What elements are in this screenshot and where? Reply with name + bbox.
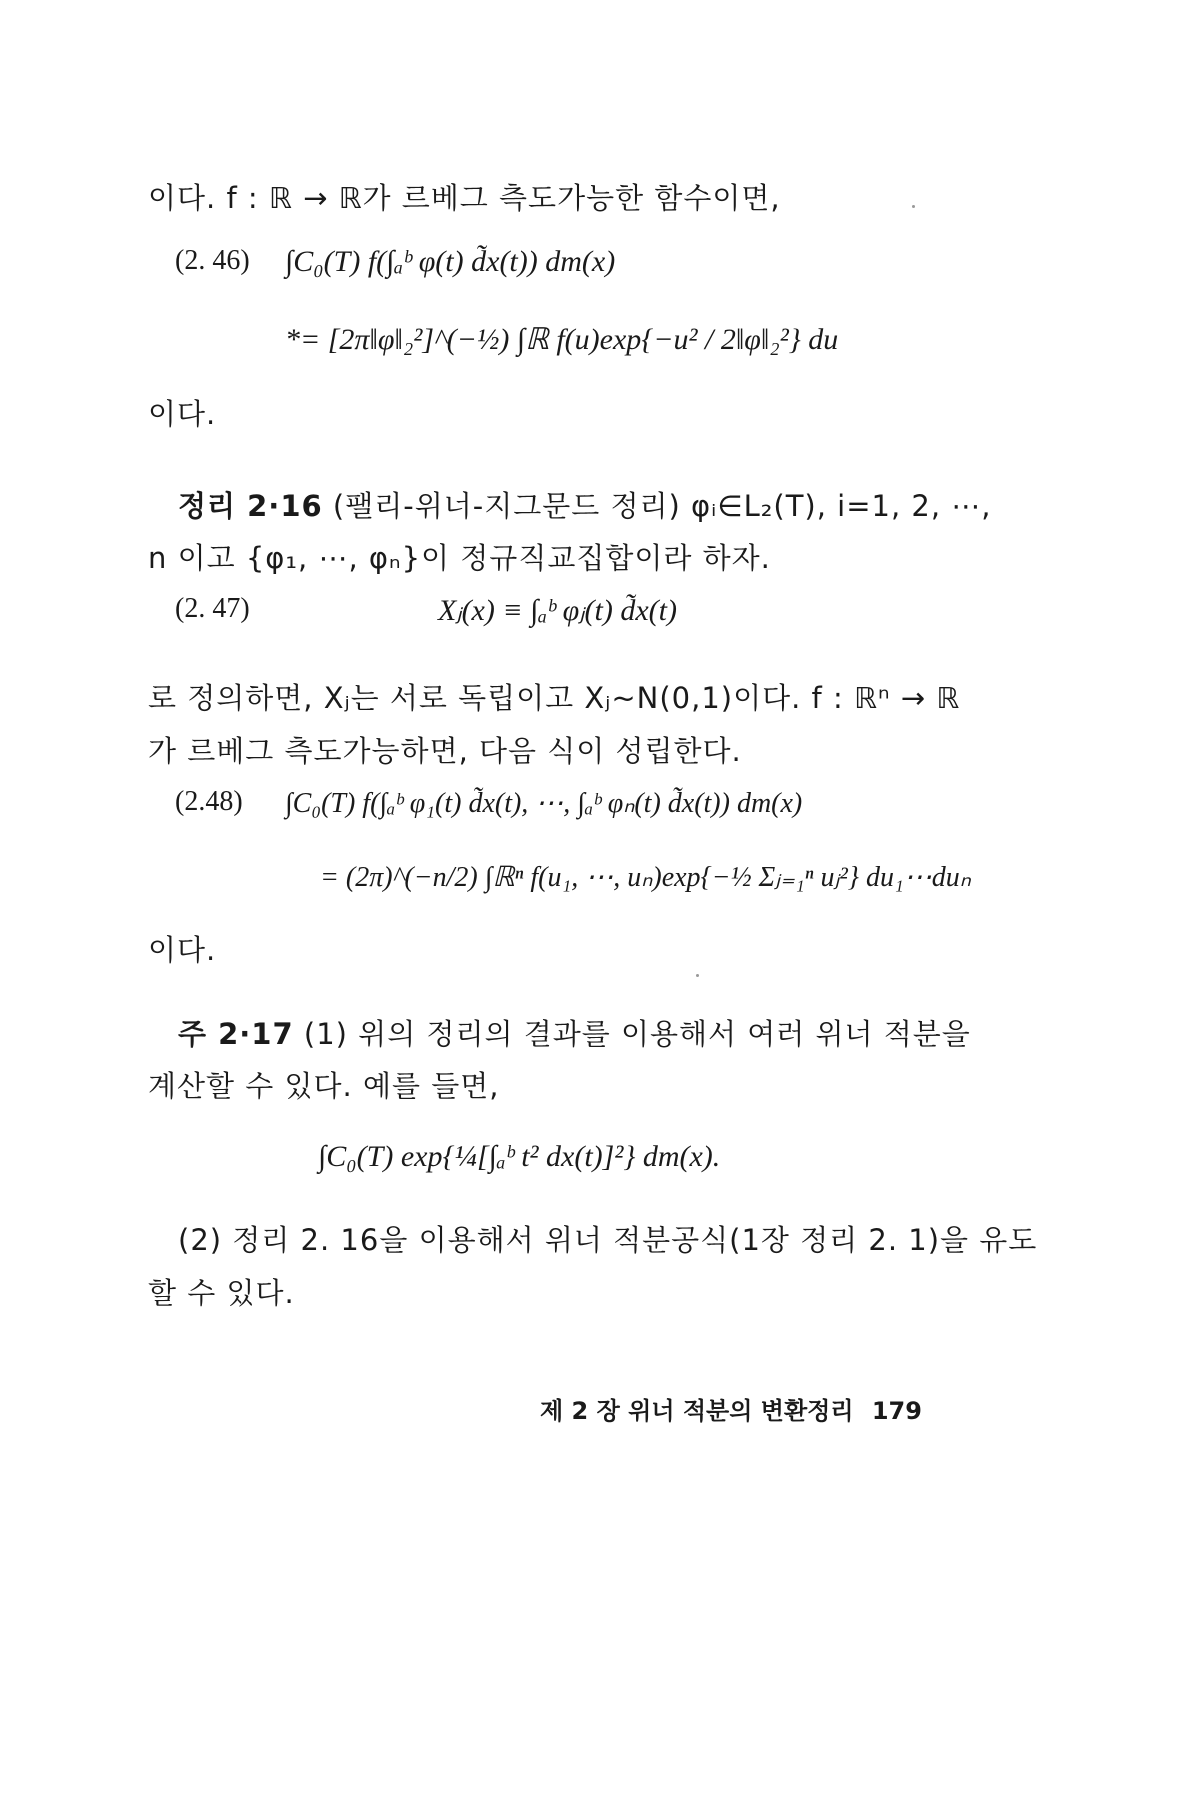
theorem-2-16-label: 정리 2·16	[178, 489, 323, 523]
theorem-2-16-line-1	[178, 484, 992, 525]
equation-number-2-48: (2.48)	[175, 786, 243, 817]
remark-2-17-line-2: 계산할 수 있다. 예를 들면,	[148, 1069, 500, 1103]
theorem-2-16-line-2: n 이고 {φ₁, ⋯, φₙ}이 정규직교집합이라 하자.	[148, 541, 771, 575]
footer-chapter: 제 2 장 위너 적분의 변환정리	[540, 1397, 854, 1425]
footer	[540, 1391, 922, 1426]
paragraph-1: 이다. f : ℝ → ℝ가 르베그 측도가능한 함수이면,	[148, 181, 781, 215]
speck	[696, 974, 699, 977]
remark-2-17-line-3: (2) 정리 2. 16을 이용해서 위너 적분공식(1장 정리 2. 1)을 유도	[178, 1223, 1038, 1257]
remark-2-17-label: 주 2·17	[178, 1017, 294, 1051]
equation-2-46-line-2: *= [2π‖φ‖₂²]^(−½) ∫ℝ f(u)exp{−u² / 2‖φ‖₂²} du	[285, 323, 839, 356]
paragraph-3-line-2: 가 르베그 측도가능하면, 다음 식이 성립한다.	[148, 734, 742, 768]
equation-2-47: Xⱼ(x) ≡ ∫ₐᵇ φⱼ(t) d̃x(t)	[438, 594, 677, 627]
equation-2-48-line-2: = (2π)^(−n/2) ∫ℝⁿ f(u₁, ⋯, uₙ)exp{−½ Σⱼ₌₁ⁿ uⱼ²} du₁⋯duₙ	[320, 862, 971, 893]
equation-2-46-line-1: ∫C₀(T) f(∫ₐᵇ φ(t) d̃x(t)) dm(x)	[285, 245, 616, 278]
remark-2-17-line-4: 할 수 있다.	[148, 1276, 295, 1310]
paragraph-4: 이다.	[148, 933, 217, 967]
page-number: 179	[871, 1397, 922, 1425]
equation-number-2-46: (2. 46)	[175, 245, 250, 276]
theorem-2-16-text-1: (팰리-위너-지그문드 정리) φᵢ∈L₂(T), i=1, 2, ⋯,	[322, 489, 992, 523]
speck	[912, 205, 915, 208]
equation-number-2-47: (2. 47)	[175, 593, 250, 624]
paragraph-2: 이다.	[148, 397, 217, 431]
remark-2-17-text-1: (1) 위의 정리의 결과를 이용해서 여러 위너 적분을	[293, 1017, 971, 1051]
paragraph-3-line-1: 로 정의하면, Xⱼ는 서로 독립이고 Xⱼ~N(0,1)이다. f : ℝⁿ → ℝ	[148, 681, 961, 715]
equation-2-48-line-1: ∫C₀(T) f(∫ₐᵇ φ₁(t) d̃x(t), ⋯, ∫ₐᵇ φₙ(t) d̃x(t)) dm(x)	[285, 788, 803, 819]
remark-2-17-line-1	[178, 1012, 971, 1053]
remark-2-17-formula: ∫C₀(T) exp{¼[∫ₐᵇ t² dx(t)]²} dm(x).	[318, 1140, 721, 1173]
